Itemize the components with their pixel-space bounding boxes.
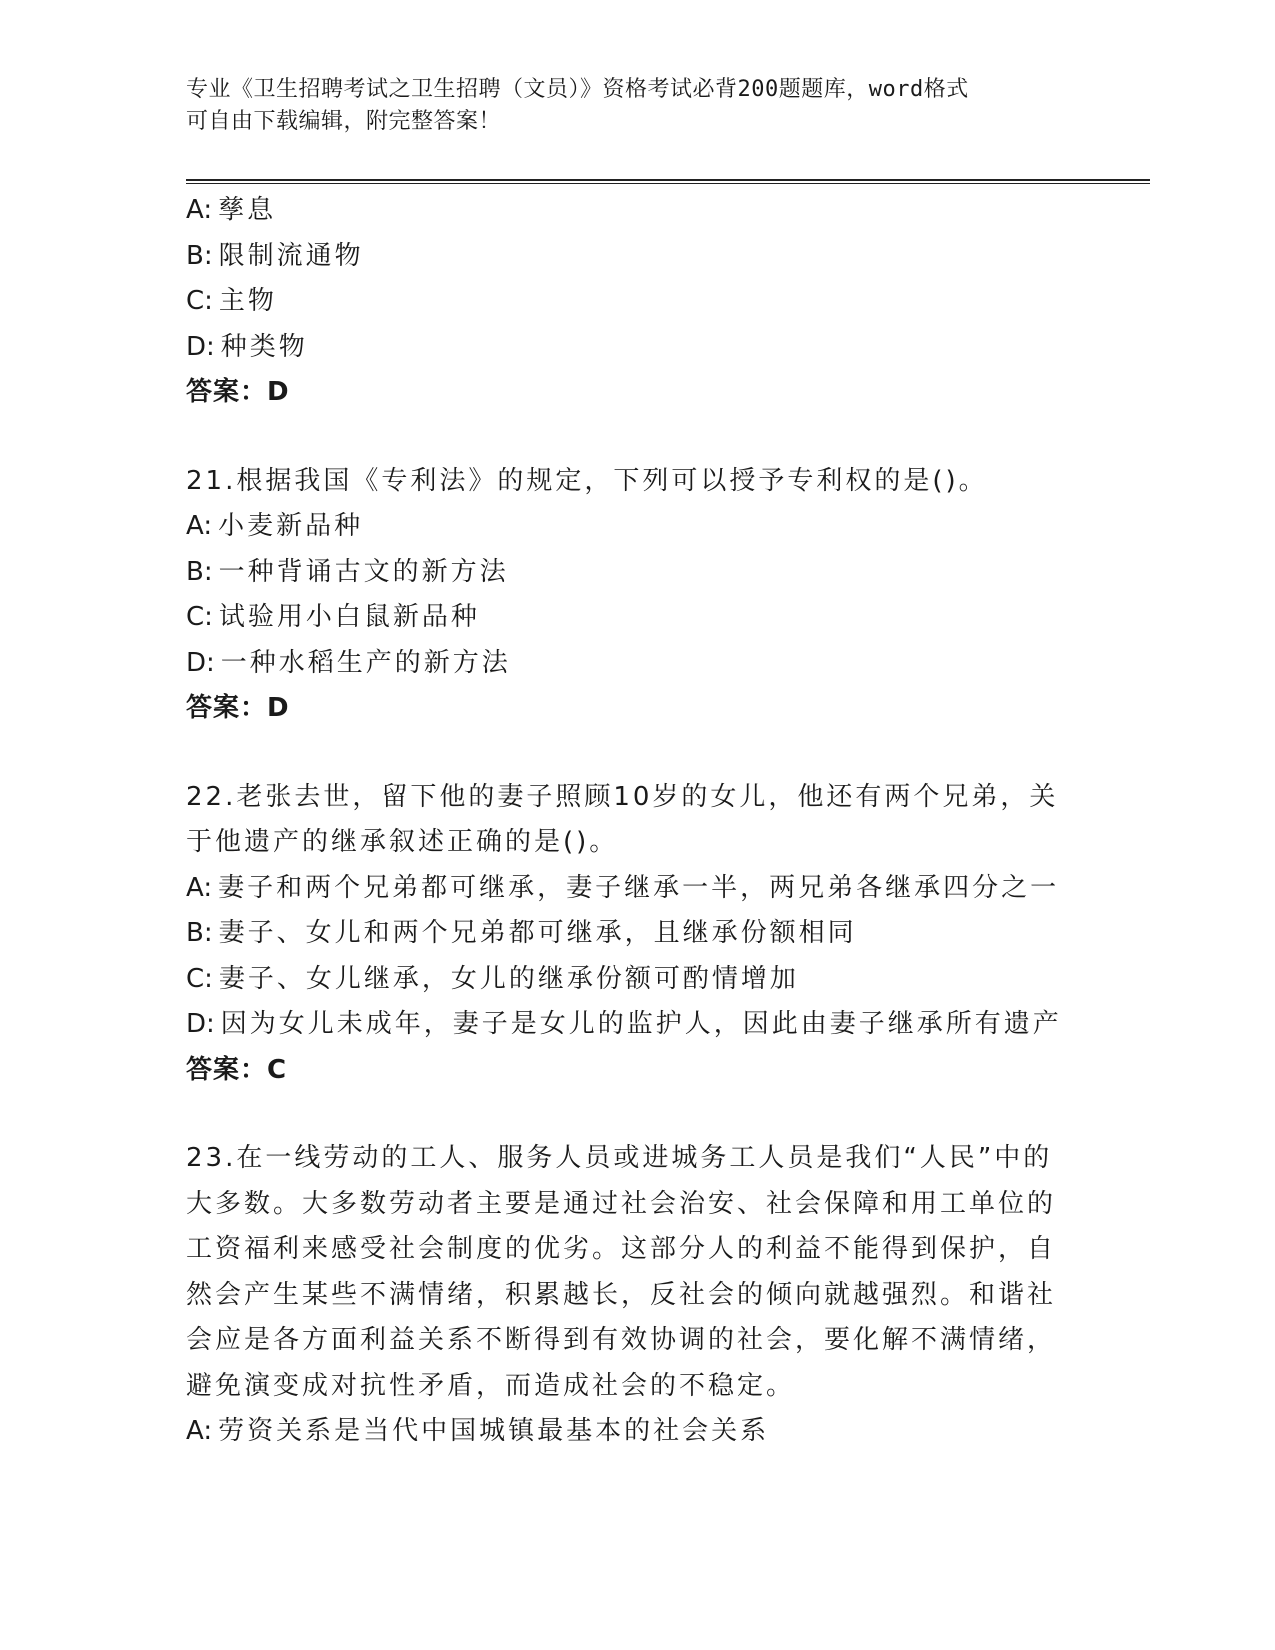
block-spacer: [186, 416, 1086, 459]
answer-key: 答案：D: [186, 377, 290, 407]
answer-option: [186, 325, 1086, 371]
question-block: [186, 459, 1086, 732]
question-text-line: 大多数。大多数劳动者主要是通过社会治安、社会保障和用工单位的: [186, 1188, 1057, 1219]
header-line-1: 专业《卫生招聘考试之卫生招聘（文员）》资格考试必背200题题库，word格式: [186, 77, 969, 102]
option-text: 因为女儿未成年，妻子是女儿的监护人，因此由妻子继承所有遗产: [220, 1009, 1062, 1039]
option-letter: B:: [186, 556, 213, 587]
question-block: [186, 1136, 1086, 1455]
question-block: [186, 188, 1086, 416]
answer-option: [186, 595, 1086, 641]
answer-option: [186, 279, 1086, 325]
option-letter: B:: [186, 918, 213, 948]
option-text: 试验用小白鼠新品种: [218, 602, 480, 632]
question-text-line: 会应是各方面利益关系不断得到有效协调的社会，要化解不满情绪，: [186, 1325, 1057, 1355]
header-line-2: 可自由下载编辑，附完整答案！: [186, 109, 502, 134]
option-letter: C:: [186, 602, 213, 632]
answer-key: 答案：D: [186, 693, 290, 723]
question-list: [186, 188, 1086, 1455]
option-text: 一种水稻生产的新方法: [220, 647, 511, 678]
document-header: [186, 74, 1066, 138]
question-text-line: 23.在一线劳动的工人、服务人员或进城务工人员是我们“人民”中的: [186, 1143, 1053, 1173]
question-text-line: 于他遗产的继承叙述正确的是()。: [186, 827, 619, 857]
option-letter: A:: [186, 195, 213, 225]
question-text-line: 21.根据我国《专利法》的规定，下列可以授予专利权的是()。: [186, 465, 988, 496]
question-text-line: 22.老张去世，留下他的妻子照顾10岁的女儿，他还有两个兄弟，关: [186, 781, 1059, 812]
answer-option: [186, 957, 1086, 1003]
option-letter: A:: [186, 872, 213, 903]
answer-key: 答案：C: [186, 1054, 288, 1085]
answer-option: [186, 1002, 1086, 1048]
question-text-line: 工资福利来感受社会制度的优劣。这部分人的利益不能得到保护，自: [186, 1234, 1057, 1264]
option-letter: A:: [186, 511, 213, 541]
option-letter: C:: [186, 286, 213, 316]
option-letter: B:: [186, 240, 213, 271]
block-spacer: [186, 732, 1086, 775]
answer-option: [186, 234, 1086, 280]
option-text: 妻子、女儿和两个兄弟都可继承，且继承份额相同: [218, 918, 857, 948]
answer-option: [186, 641, 1086, 687]
option-letter: C:: [186, 963, 213, 994]
answer-option: [186, 188, 1086, 234]
option-text: 劳资关系是当代中国城镇最基本的社会关系: [218, 1416, 770, 1446]
answer-option: [186, 866, 1086, 912]
answer-option: [186, 1409, 1086, 1455]
option-text: 妻子和两个兄弟都可继承，妻子继承一半，两兄弟各继承四分之一: [218, 872, 1060, 903]
answer-option: [186, 911, 1086, 957]
option-text: 主物: [218, 286, 277, 316]
option-text: 一种背诵古文的新方法: [218, 556, 509, 587]
option-text: 种类物: [220, 331, 308, 362]
option-letter: A:: [186, 1416, 213, 1446]
option-text: 孳息: [218, 195, 277, 225]
question-text-line: 然会产生某些不满情绪，积累越长，反社会的倾向就越强烈。和谐社: [186, 1279, 1057, 1310]
option-letter: D:: [186, 647, 215, 678]
header-divider-thick: [186, 179, 1150, 181]
option-text: 限制流通物: [218, 240, 364, 271]
question-block: [186, 775, 1086, 1094]
answer-option: [186, 504, 1086, 550]
header-divider-thin: [186, 183, 1150, 184]
block-spacer: [186, 1093, 1086, 1136]
question-text-line: 避免演变成对抗性矛盾，而造成社会的不稳定。: [186, 1370, 796, 1401]
answer-option: [186, 550, 1086, 596]
option-letter: D:: [186, 331, 215, 362]
option-text: 小麦新品种: [218, 511, 364, 541]
option-text: 妻子、女儿继承，女儿的继承份额可酌情增加: [218, 963, 799, 994]
option-letter: D:: [186, 1009, 215, 1039]
